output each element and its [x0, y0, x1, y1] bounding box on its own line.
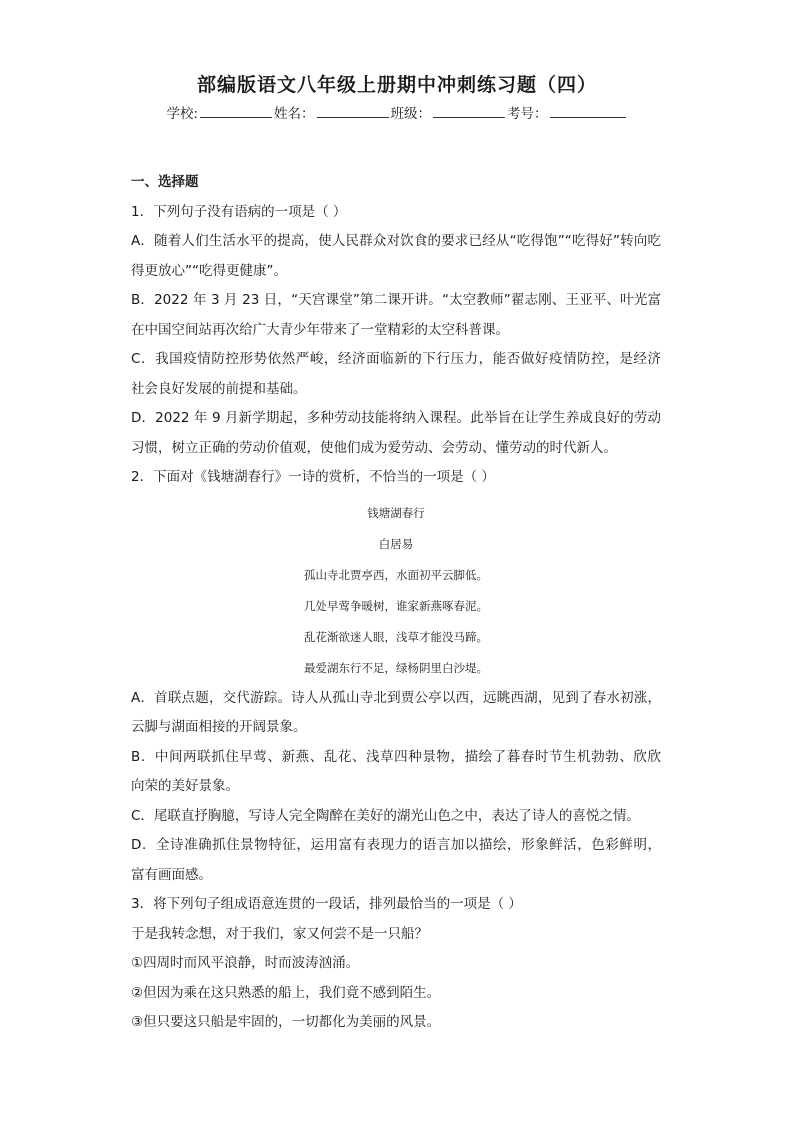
- class-label: 班级：: [390, 106, 432, 122]
- q3-sentence-1: ①四周时而风平浪静，时而波涛汹涌。: [131, 955, 360, 971]
- section-heading: 一、选择题: [131, 174, 199, 190]
- q1-option-a: A．随着人们生活水平的提高，使人民群众对饮食的要求已经从“吃得饱”“吃得好”转向吃: [131, 233, 661, 249]
- q2-option-b: B．中间两联抓住早莺、新燕、乱花、浅草四种景物，描绘了暮春时节生机勃勃、欣欣: [131, 748, 661, 765]
- q2-stem: 2．下面对《钱塘湖春行》一诗的赏析，不恰当的一项是（ ）: [131, 469, 495, 485]
- q1-option-b: B．2022 年 3 月 23 日，“天宫课堂”第二课开讲。“太空教师”翟志刚、王亚平、叶光富: [131, 292, 661, 308]
- question-body: [131, 168, 661, 1038]
- exam-no-blank[interactable]: [550, 103, 626, 118]
- school-blank[interactable]: [200, 103, 272, 118]
- q1-stem: 1．下列句子没有语病的一项是（ ）: [131, 203, 347, 220]
- q2-option-c: C．尾联直抒胸臆，写诗人完全陶醉在美好的湖光山色之中，表达了诗人的喜悦之情。: [131, 807, 640, 824]
- poem-title: 钱塘湖春行: [367, 505, 425, 520]
- q3-lead-sentence: 于是我转念想，对于我们，家又何尝不是一只船？: [131, 925, 428, 942]
- class-blank[interactable]: [433, 103, 505, 118]
- poem-line-3: 乱花渐欲迷人眼，浅草才能没马蹄。: [304, 629, 488, 644]
- poem-author: 白居易: [378, 536, 414, 551]
- student-info-line: [0, 102, 794, 122]
- exam-no-label: 考号：: [507, 106, 548, 122]
- q1-option-c-cont: 社会良好发展的前提和基础。: [131, 380, 307, 397]
- name-blank[interactable]: [317, 103, 389, 118]
- q3-stem: 3．将下列句子组成语意连贯的一段话，排列最恰当的一项是（ ）: [131, 896, 522, 912]
- q2-option-a-cont: 云脚与湖面相接的开阔景象。: [131, 719, 307, 735]
- q1-option-d: D．2022 年 9 月新学期起，多种劳动技能将纳入课程。此举旨在让学生养成良好的劳动: [131, 410, 661, 426]
- q1-option-b-cont: 在中国空间站再次给广大青少年带来了一堂精彩的太空科普课。: [131, 321, 509, 338]
- q3-sentence-3: ③但只要这只船是牢固的，一切都化为美丽的风景。: [131, 1014, 441, 1030]
- q1-option-d-cont: 习惯，树立正确的劳动价值观，使他们成为爱劳动、会劳动、懂劳动的时代新人。: [131, 439, 617, 456]
- q1-option-a-cont: 得更放心”“吃得更健康”。: [131, 262, 287, 279]
- q2-option-a: A．首联点题，交代游踪。诗人从孤山寺北到贾公亭以西，远眺西湖，见到了春水初涨，: [131, 689, 661, 706]
- q1-option-c: C．我国疫情防控形势依然严峻，经济面临新的下行压力，能否做好疫情防控，是经济: [131, 351, 661, 367]
- document-title: 部编版语文八年级上册期中冲刺练习题（四）: [196, 74, 597, 96]
- q2-option-d: D．全诗准确抓住景物特征，运用富有表现力的语言加以描绘，形象鲜活，色彩鲜明，: [131, 837, 661, 853]
- poem-line-2: 几处早莺争暖树，谁家新燕啄春泥。: [304, 598, 488, 613]
- name-label: 姓名：: [274, 106, 315, 122]
- q2-option-d-cont: 富有画面感。: [131, 866, 212, 883]
- school-label: 学校:: [166, 106, 199, 122]
- q3-sentence-2: ②但因为乘在这只熟悉的船上，我们竟不感到陌生。: [131, 984, 441, 1001]
- poem-line-1: 孤山寺北贾亭西，水面初平云脚低。: [304, 567, 488, 582]
- poem-line-4: 最爱湖东行不足，绿杨阴里白沙堤。: [304, 660, 488, 675]
- q2-option-b-cont: 向荣的美好景象。: [131, 778, 239, 794]
